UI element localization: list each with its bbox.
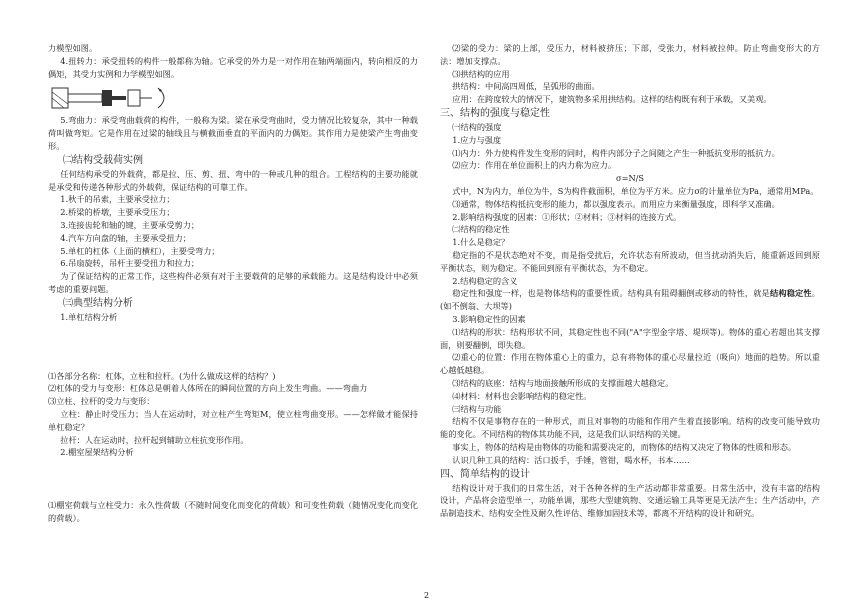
paragraph-structure-function: 结构不仅是事物存在的一种形式，而且对事物的功能和作用产生着直接影响。结构的改变可能导致功能的变化。不同结构的物体其功能不同，这是我们认识结构的关键。 <box>440 416 820 440</box>
paragraph-design: 结构设计对于我们的日常生活，对于各种各样的生产活动都非常重要。日常生活中，没有丰富的结构设计，产品将会造型单一，功能单调，那些大型建筑物、交通运输工具等更是无法产生；生产活动中，产品制造技术、结构安全性及耐久性评估、维修加固技术等，都离不开结构的设计和研究。 <box>440 482 820 519</box>
subheading-what-is-stable: 1.什么是稳定？ <box>452 237 510 248</box>
paragraph-stability-meaning <box>440 287 820 313</box>
paragraph-column-force: ⑶立柱、拉杆的受力与变形： <box>48 396 155 407</box>
paragraph-formula-units: 式中，N为内力，单位为牛，S为构件截面积，单位为平方米。应力σ的计量单位为Pa，通常用MPa。 <box>452 185 819 196</box>
subheading-horizontal-bar: 1.单杠结构分析 <box>60 311 118 322</box>
stability-text: 稳定性和强度一样，也是物体结构的重要性质。结构具有阻碍翻倒或移动的特性，就是 <box>452 288 770 299</box>
paragraph-stable-definition: 稳定指的不是状态绝对不变，而是指受扰后，允许状态有所波动，但当扰动消失后，能重新返回到原平衡状态，则为稳定。不能回到原有平衡状态，为不稳定。 <box>440 249 820 273</box>
paragraph-base: ⑶结构的底座：结构与地面接触所形成的支撑面越大越稳定。 <box>452 377 674 388</box>
paragraph-bending: 5.弯曲力：承受弯曲载荷的构件，一般称为梁。梁在承受弯曲时，受力情况比较复杂，其中一种载荷叫做弯矩。它是作用在过梁的轴线且与横截面垂直的平面内的力偶矩。其作用力是使梁产生弯曲变形。 <box>48 115 418 151</box>
subheading-structure-function: ㈢结构与功能 <box>452 403 502 414</box>
paragraph-arch-application: 应用：在跨度较大的情况下，建筑物多采用拱结构。这样的结构既有利于承载，又美观。 <box>452 94 772 105</box>
paragraph-loads: 任何结构承受的外载荷，都是拉、压、剪、扭、弯中的一种或几种的组合。工程结构的主要功能就是承受和传递各种形式的外载荷，保证结构的可靠工作。 <box>48 168 418 192</box>
paragraph-tools: 认识几种工具的结构：活口扳手，手锤，管钳，喝水杯，书本…… <box>452 454 690 465</box>
paragraph-strength-measure: ⑶通常，物体结构抵抗变形的能力，都以强度表示。而用应力来衡量强度，即科学又准确。 <box>452 198 780 209</box>
heading-simple-design: 四、简单结构的设计 <box>440 468 530 480</box>
subheading-arch: ⑶拱结构的应用 <box>452 68 510 79</box>
paragraph-center-of-gravity: ⑵重心的位置：作用在物体重心上的重力，总有将物体的重心尽量拉近（吸向）地面的趋势。所以重心越低越稳。 <box>440 352 820 376</box>
stress-formula: σ=N/S <box>616 173 644 184</box>
paragraph-material: ⑷材料：材料也会影响结构的稳定性。 <box>452 390 592 401</box>
list-item: 4.汽车方向盘的轴，主要承受扭力； <box>60 232 191 243</box>
paragraph-tie-rod: 拉杆：人在运动时，拉杆起到辅助立柱抗变形作用。 <box>60 434 249 445</box>
torsion-diagram-icon <box>48 82 188 112</box>
paragraph-beam-force: ⑵梁的受力：梁的上部，受压力，材料被挤压；下部，受张力，材料被拉伸。防止弯曲变形大的方法：增加支撑点。 <box>440 43 820 66</box>
paragraph-part-names: ⑴各部分名称：杠体，立柱和拉杆。(为什么做成这样的结构？) <box>48 370 276 381</box>
paragraph-intro: 力模型如图。 <box>48 43 98 53</box>
paragraph-function-determines: 事实上，物体的结构是由物体的功能和需要决定的，而物体的结构又决定了物体的性质和形态。 <box>452 441 797 452</box>
subheading-strength: ㈠结构的强度 <box>452 121 502 132</box>
paragraph-bar-force: ⑵杠体的受力与变形：杠体总是朝着人体所在的瞬间位置的方向上发生弯曲。——弯曲力 <box>48 383 368 394</box>
paragraph-torsion: 4.扭转力：承受扭转的构件一般都称为轴。它承受的外力是一对作用在轴两端面内，转向相反的力偶矩，其受力实例和力学模型如图。 <box>48 55 418 79</box>
subheading-roof-truss: 2.棚室屋架结构分析 <box>60 447 134 458</box>
left-column <box>48 42 418 525</box>
subheading-stress: 1.应力与强度 <box>452 134 502 145</box>
paragraph-shape: ⑴结构的形状：结构形状不同，其稳定性也不同("A"字型金字塔、堤坝等)。物体的重心若超出其支撑面，则要翻倒，即失稳。 <box>440 326 820 350</box>
horizontal-bar-figure-space <box>48 324 418 370</box>
roof-truss-figure-space <box>48 459 418 499</box>
paragraph-stress: ⑵应力：作用在单位面积上的内力称为应力。 <box>452 160 617 171</box>
list-item: 3.连接齿轮和轴的键，主要承受剪力； <box>60 219 200 230</box>
stability-examples: 。(如不倒翁、大坝等) <box>440 288 820 312</box>
right-column <box>440 42 820 520</box>
paragraph-capacity: 为了保证结构的正常工作，这些构件必须有对于主要载荷的足够的承载能力。这是结构设计中必须考虑的重要问题。 <box>48 271 418 294</box>
subheading-stability-meaning: 2.结构稳定的含义 <box>452 275 518 286</box>
stability-term: 结构稳定性 <box>769 288 812 299</box>
paragraph-roof-load: ⑴棚室荷载与立柱受力：永久性荷载（不随时间变化而变化的荷载）和可变性荷载（随情况变化而变化的荷载）。 <box>48 500 418 523</box>
paragraph-strength-factors: 2.影响结构强度的因素：①形状；②材料；③材料的连接方式。 <box>452 211 682 222</box>
heading-typical-structures: ㈢典型结构分析 <box>63 297 133 309</box>
subheading-stability: ㈡结构的稳定性 <box>452 224 510 235</box>
subheading-stability-factors: 3.影响稳定性的因素 <box>452 313 526 324</box>
paragraph-internal-force: ⑴内力：外力使构件发生变形的同时，构件内部分子之间随之产生一种抵抗变形的抵抗力。 <box>452 147 780 158</box>
page-number: 2 <box>424 591 430 600</box>
torsion-figure <box>48 82 418 112</box>
list-item: 2.桥梁的桥墩，主要承受压力； <box>60 207 175 218</box>
paragraph-column: 立柱：静止时受压力；当人在运动时，对立柱产生弯矩M，使立柱弯曲变形。——怎样做才能保持单杠稳定？ <box>48 408 418 432</box>
list-item: 6.吊扇旋转，吊杆主要受扭力和拉力； <box>60 258 200 269</box>
paragraph-arch-definition: 拱结构：中间高四周低，呈弧形的曲面。 <box>452 81 600 92</box>
heading-load-examples: ㈡结构受载荷实例 <box>63 154 143 166</box>
list-item: 1.秋千的吊索，主要承受拉力； <box>60 194 175 205</box>
list-item: 5.单杠的杠体（上面的横杠），主要受弯力； <box>60 245 220 256</box>
heading-strength-stability: 三、结构的强度与稳定性 <box>440 107 550 119</box>
